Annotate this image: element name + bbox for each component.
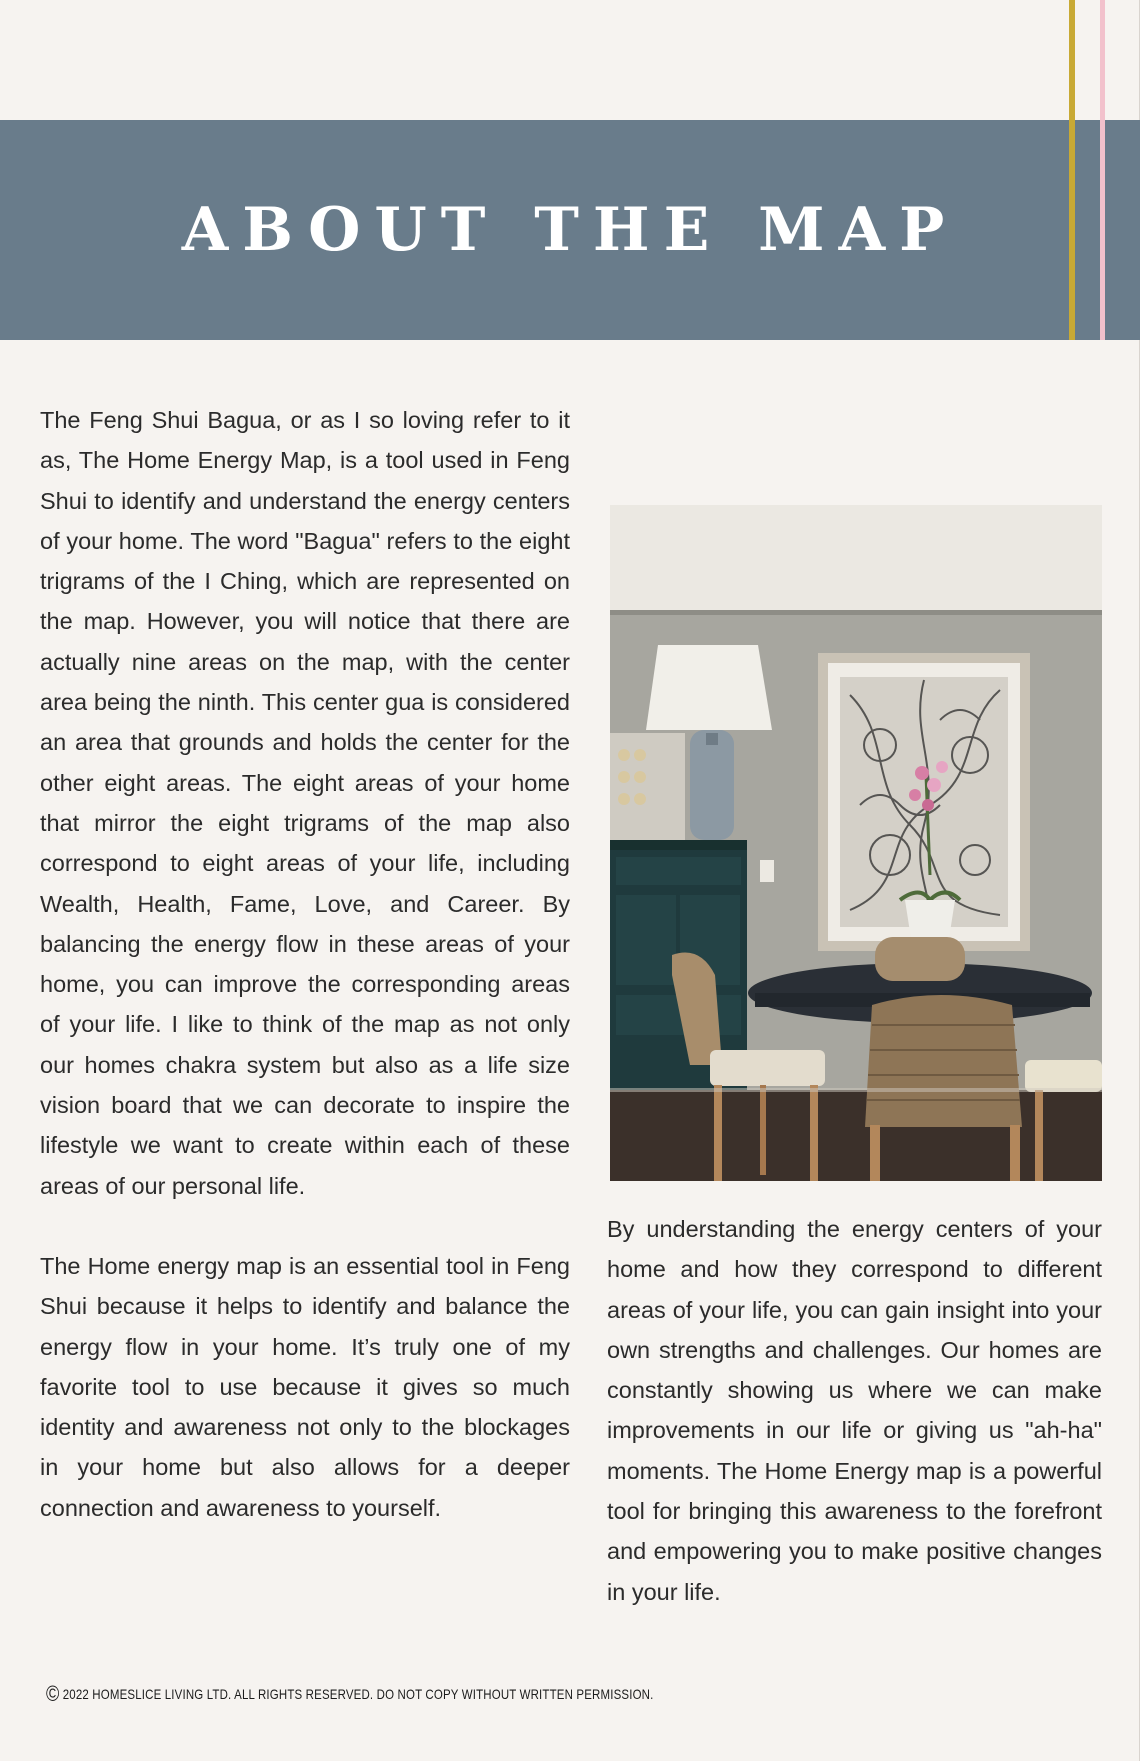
left-text-column [40,400,570,1528]
paragraph: The Feng Shui Bagua, or as I so loving refer to it as, The Home Energy Map, is a tool used in Feng Shui to identify and understand the energy centers of your home. The word "Bagua" refers to the eight trigrams of the I Ching, which are represented on the map. However, you will notice that there are actually nine areas on the map, with the center area being the ninth. This center gua is considered an area that grounds and holds the center for the other eight areas. The eight areas of your home that mirror the eight trigrams of the map also correspond to eight areas of your life, including Wealth, Health, Fame, Love, and Career. By balancing the energy flow in these areas of your home, you can improve the corresponding areas of your life. I like to think of the map as not only our homes chakra system but also as a life size vision board that we can decorate to inspire the lifestyle we want to create within each of these areas of our personal life. [40,407,570,1199]
copyright-icon: © [46,1681,60,1706]
paragraph: The Home energy map is an essential tool in Feng Shui because it helps to identify and balance the energy flow in your home. It’s truly one of my favorite tool to use because it gives so much identity and awareness not only to the blockages in your home but also allows for a deeper connection and awareness to yourself. [40,1252,570,1521]
dining-room-photo [610,505,1102,1181]
title-banner [0,120,1140,340]
copyright-footer [46,1681,784,1707]
copyright-text: 2022 HOMESLICE LIVING LTD. ALL RIGHTS RESERVED. DO NOT COPY WITHOUT WRITTEN PERMISSION. [62,1686,654,1702]
page-title: ABOUT THE MAP [181,195,959,265]
gold-accent-stripe [1069,0,1075,340]
right-text-column [607,1209,1102,1612]
dining-room-illustration [610,505,1102,1181]
paragraph: By understanding the energy centers of your home and how they correspond to different areas of your life, you can gain insight into your own strengths and challenges. Our homes are constantly showing us where we can make improvements in our life or giving us "ah-ha" moments. The Home Energy map is a powerful tool for bringing this awareness to the forefront and empowering you to make positive changes in your life. [607,1216,1102,1605]
pink-accent-stripe [1100,0,1105,340]
